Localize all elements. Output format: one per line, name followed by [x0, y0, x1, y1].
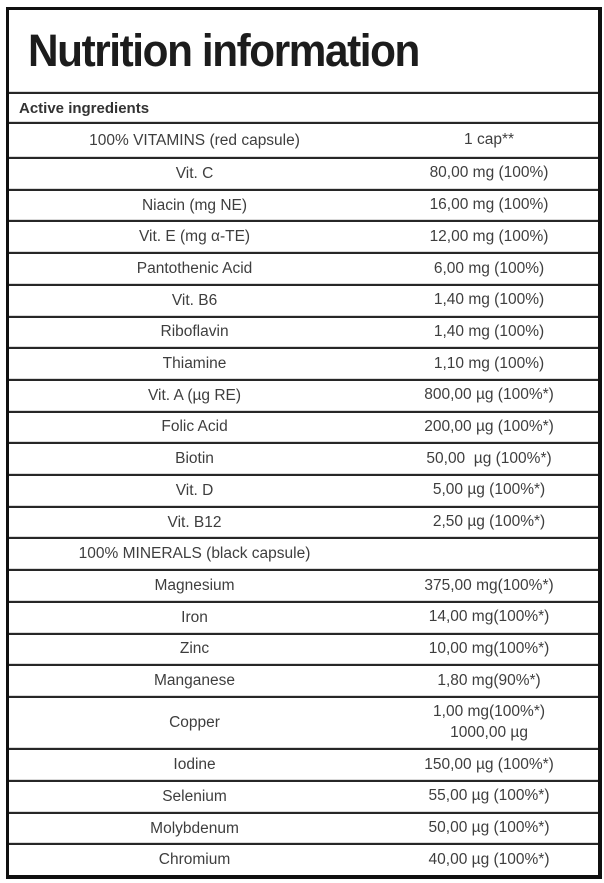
- ingredient-row-vit-b6: [9, 284, 598, 316]
- ingredient-row-vit-d: [9, 474, 598, 506]
- ingredient-name: Molybdenum: [150, 819, 239, 837]
- ingredient-row-iodine: [9, 748, 598, 780]
- ingredient-value: 800,00 µg (100%*): [424, 386, 554, 404]
- group-name: 100% VITAMINS (red capsule): [89, 131, 300, 149]
- group-header-row-minerals: [9, 537, 598, 569]
- nutrition-panel: [6, 7, 602, 879]
- ingredient-row-manganese: [9, 664, 598, 696]
- ingredient-value: 1,40 mg (100%): [433, 291, 545, 309]
- ingredient-row-thiamine: [9, 347, 598, 379]
- ingredient-value: 200,00 µg (100%*): [424, 418, 554, 436]
- ingredient-name: Folic Acid: [161, 418, 228, 436]
- ingredient-name: Vit. B12: [167, 513, 222, 531]
- ingredient-name: Zinc: [179, 640, 210, 658]
- ingredient-name: Niacin (mg NE): [141, 196, 248, 214]
- ingredient-row-biotin: [9, 442, 598, 474]
- ingredient-name: Vit. D: [175, 481, 214, 499]
- ingredient-value-line2: 1000,00 µg: [450, 724, 528, 742]
- ingredient-name: Selenium: [162, 787, 227, 805]
- ingredient-name: Iodine: [173, 756, 216, 774]
- ingredient-value: 1,10 mg (100%): [433, 354, 545, 372]
- ingredient-name: Copper: [169, 714, 220, 732]
- title-box: [9, 10, 598, 92]
- ingredient-name: Vit. B6: [171, 291, 218, 309]
- ingredient-row-iron: [9, 601, 598, 633]
- group-header-row-vitamins: [9, 122, 598, 157]
- page-title: Nutrition information: [28, 25, 419, 76]
- ingredient-value: 55,00 µg (100%*): [428, 787, 550, 805]
- ingredient-row-vit-c: [9, 157, 598, 189]
- ingredient-row-riboflavin: [9, 316, 598, 348]
- ingredient-name: Magnesium: [154, 576, 235, 594]
- ingredient-row-selenium: [9, 780, 598, 812]
- ingredient-value: 150,00 µg (100%*): [424, 755, 554, 773]
- ingredient-name: Vit. E (mg α-TE): [138, 228, 251, 246]
- ingredient-name: Iron: [181, 608, 208, 626]
- ingredient-value: 375,00 mg(100%*): [424, 576, 554, 594]
- group-name: 100% MINERALS (black capsule): [78, 545, 311, 563]
- ingredient-row-pantothenic-acid: [9, 252, 598, 284]
- ingredient-value: 80,00 mg (100%): [429, 164, 549, 182]
- ingredient-row-zinc: [9, 633, 598, 665]
- ingredient-name: Thiamine: [162, 355, 227, 373]
- ingredient-row-chromium: [9, 843, 598, 875]
- ingredient-name: Pantothenic Acid: [136, 259, 253, 277]
- group-value: 1 cap**: [464, 131, 515, 149]
- ingredient-row-copper: [9, 696, 598, 748]
- section-header-active-ingredients: [9, 92, 598, 122]
- ingredient-value: 1,40 mg (100%): [433, 322, 545, 340]
- ingredient-value: 12,00 mg (100%): [429, 227, 549, 245]
- ingredient-value: 16,00 mg (100%): [429, 196, 549, 214]
- ingredient-value: 14,00 mg(100%*): [428, 608, 550, 626]
- ingredient-value: 50,00 µg (100%*): [428, 819, 550, 837]
- ingredient-name: Vit. A (µg RE): [147, 386, 242, 404]
- ingredient-row-vit-b12: [9, 506, 598, 538]
- ingredient-name: Chromium: [158, 851, 231, 869]
- ingredient-name: Vit. C: [175, 164, 214, 182]
- ingredient-name: Riboflavin: [160, 323, 229, 341]
- ingredient-value: 1,80 mg(90%*): [437, 671, 541, 689]
- ingredient-name: Manganese: [154, 672, 236, 690]
- ingredient-row-vit-a: [9, 379, 598, 411]
- ingredient-value: 40,00 µg (100%*): [428, 850, 550, 868]
- ingredient-row-vit-e: [9, 220, 598, 252]
- ingredient-row-magnesium: [9, 569, 598, 601]
- ingredient-value-line1: 1,00 mg(100%*): [433, 703, 546, 721]
- ingredient-value: 10,00 mg(100%*): [428, 639, 550, 657]
- ingredient-value: 6,00 mg (100%): [433, 259, 545, 277]
- group-value: [380, 539, 598, 569]
- ingredient-row-folic-acid: [9, 411, 598, 443]
- ingredient-value: 50,00 µg (100%*): [426, 449, 552, 467]
- ingredient-name: Biotin: [175, 450, 214, 468]
- ingredient-row-molybdenum: [9, 812, 598, 844]
- section-header-label: Active ingredients: [19, 99, 150, 117]
- ingredient-value: [380, 698, 598, 748]
- ingredient-value: 2,50 µg (100%*): [432, 513, 546, 531]
- ingredient-value: 5,00 µg (100%*): [432, 481, 546, 499]
- ingredient-row-niacin: [9, 189, 598, 221]
